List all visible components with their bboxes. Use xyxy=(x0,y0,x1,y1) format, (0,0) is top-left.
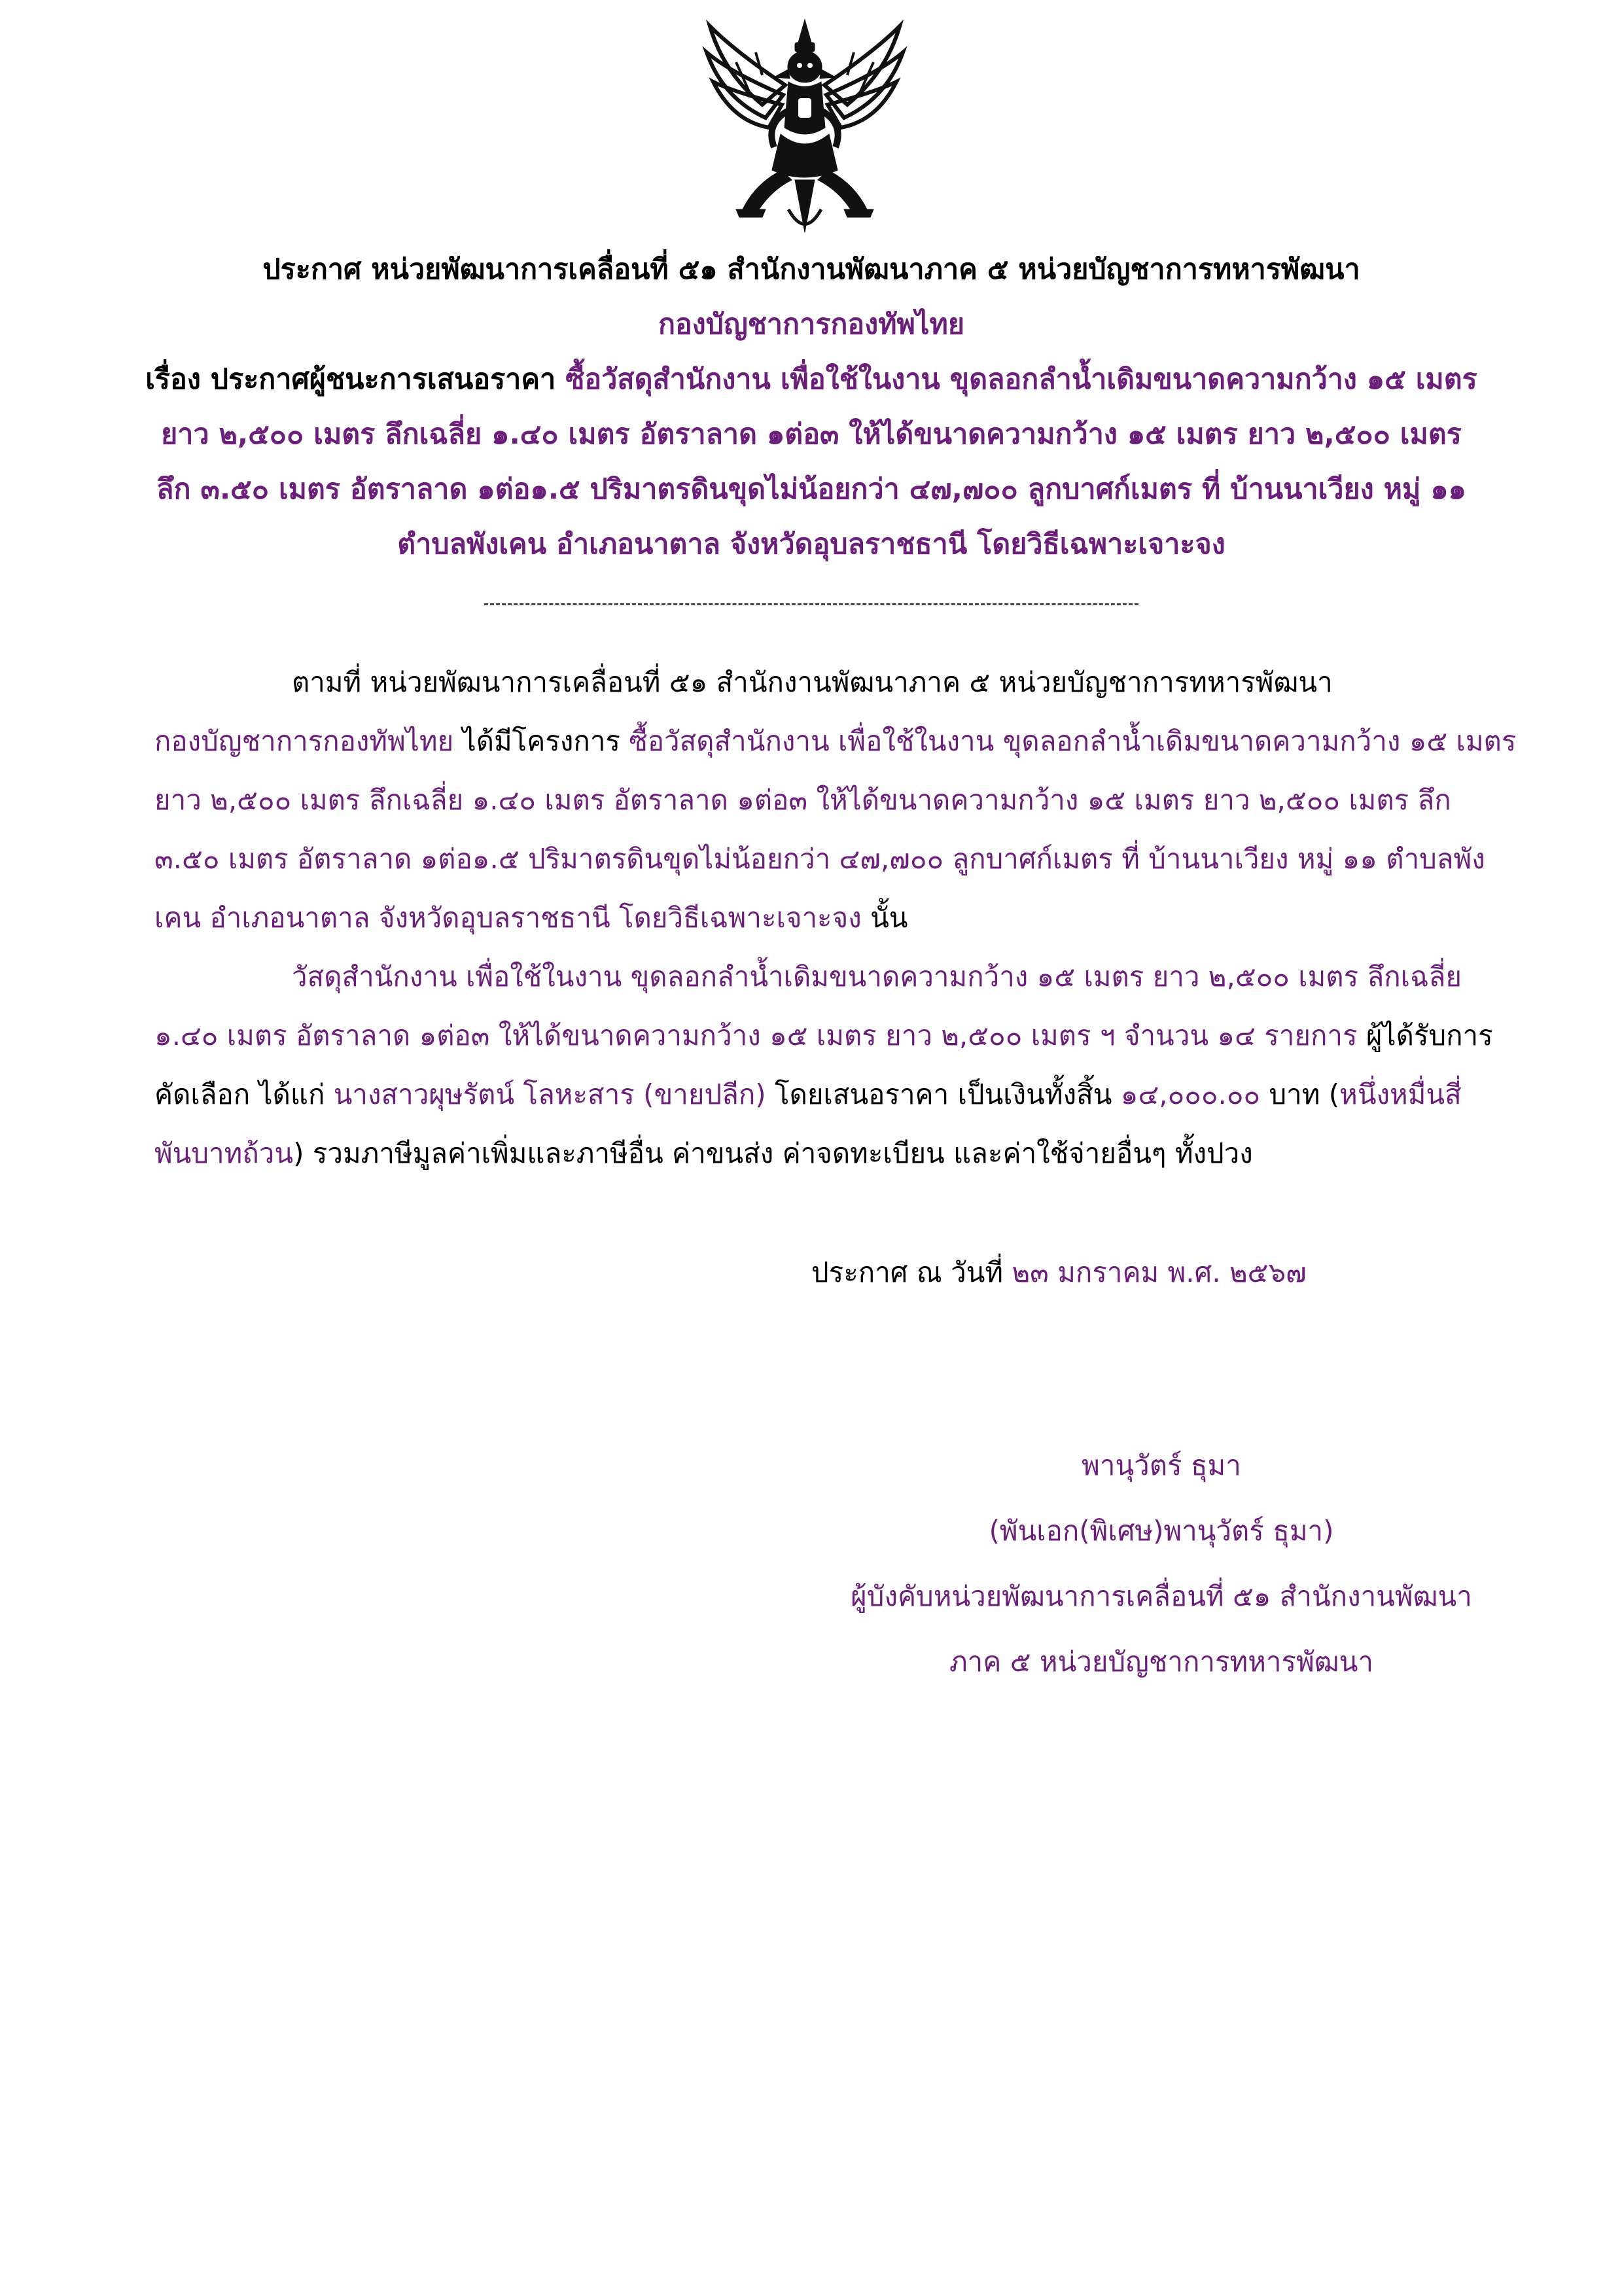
winner-name: นางสาวผุษรัตน์ โลหะสาร (ขายปลีก) xyxy=(333,1078,766,1110)
dashed-divider xyxy=(484,603,1138,605)
item-details: ๑.๔๐ เมตร อัตราลาด ๑ต่อ๓ ให้ได้ขนาดความกว้าง ๑๕ เมตร ยาว ๒,๕๐๐ เมตร ฯ จำนวน ๑๔ รายการ xyxy=(154,1019,1358,1051)
signatory-position-line-1: ผู้บังคับหน่วยพัฒนาการเคลื่อนที่ ๕๑ สำนักงานพัฒนา xyxy=(851,1580,1472,1612)
paragraph-1-line-1: ตามที่ หน่วยพัฒนาการเคลื่อนที่ ๕๑ สำนักงานพัฒนาภาค ๕ หน่วยบัญชาการทหารพัฒนา xyxy=(292,666,1333,698)
paragraph-2-line-3 xyxy=(154,1065,1476,1124)
price-words-part-2: พันบาทถ้วน xyxy=(154,1137,294,1169)
paragraph-1-line-4: ๓.๕๐ เมตร อัตราลาด ๑ต่อ๑.๕ ปริมาตรดินขุดไม่น้อยกว่า ๔๗,๗๐๐ ลูกบาศก์เมตร ที่ บ้านนาเวียง หมู่ ๑๑ ตำบลพัง xyxy=(154,843,1485,875)
subject-prefix: เรื่อง ประกาศผู้ชนะการเสนอราคา xyxy=(145,363,566,396)
paragraph-2-line-1: วัสดุสำนักงาน เพื่อใช้ในงาน ขุดลอกลำน้ำเดิมขนาดความกว้าง ๑๕ เมตร ยาว ๒,๕๐๐ เมตร ลึกเฉลี่ย xyxy=(292,961,1462,993)
price-amount: ๑๔,๐๐๐.๐๐ xyxy=(1120,1078,1261,1110)
project-intro: ได้มีโครงการ xyxy=(453,725,629,757)
price-label: โดยเสนอราคา เป็นเงินทั้งสิ้น xyxy=(766,1078,1121,1110)
project-name: ซื้อวัสดุสำนักงาน เพื่อใช้ในงาน ขุดลอกลำน้ำเดิมขนาดความกว้าง ๑๕ เมตร xyxy=(629,725,1517,757)
agency-name: กองบัญชาการกองทัพไทย xyxy=(154,725,454,757)
announcement-date xyxy=(811,1243,1307,1302)
heading-line-1: ประกาศ หน่วยพัฒนาการเคลื่อนที่ ๕๑ สำนักงานพัฒนาภาค ๕ หน่วยบัญชาการทหารพัฒนา xyxy=(262,253,1360,286)
project-location: เคน อำเภอนาตาล จังหวัดอุบลราชธานี โดยวิธีเฉพาะเจาะจง xyxy=(154,902,862,934)
price-words-part-1: หนึ่งหมื่นสี่ xyxy=(1339,1078,1462,1110)
paragraph-2-line-4 xyxy=(154,1124,1476,1183)
announcement-body xyxy=(154,653,1517,1183)
paragraph-1-end: นั้น xyxy=(861,902,908,934)
paragraph-1-line-5 xyxy=(154,889,1476,947)
date-prefix: ประกาศ ณ วันที่ xyxy=(811,1256,1012,1288)
paragraph-1-line-2 xyxy=(154,712,1517,771)
announcement-heading xyxy=(144,242,1479,572)
garuda-emblem-icon xyxy=(697,13,913,242)
signature-block xyxy=(785,1433,1538,1695)
heading-line-4: ยาว ๒,๕๐๐ เมตร ลึกเฉลี่ย ๑.๔๐ เมตร อัตราลาด ๑ต่อ๓ ให้ได้ขนาดความกว้าง ๑๕ เมตร ยาว ๒,๕๐๐ เมตร xyxy=(161,418,1462,451)
date-value: ๒๓ มกราคม พ.ศ. ๒๕๖๗ xyxy=(1012,1256,1307,1288)
tax-note: ) รวมภาษีมูลค่าเพิ่มและภาษีอื่น ค่าขนส่ง ค่าจดทะเบียน และค่าใช้จ่ายอื่นๆ ทั้งปวง xyxy=(293,1137,1253,1169)
selected-label: ผู้ได้รับการ xyxy=(1357,1019,1493,1051)
paragraph-2-line-2 xyxy=(154,1006,1493,1065)
winner-label: คัดเลือก ได้แก่ xyxy=(154,1078,334,1110)
currency-label: บาท ( xyxy=(1260,1078,1340,1110)
signatory-position-line-2: ภาค ๕ หน่วยบัญชาการทหารพัฒนา xyxy=(949,1646,1373,1678)
subject-text: ซื้อวัสดุสำนักงาน เพื่อใช้ในงาน ขุดลอกลำน้ำเดิมขนาดความกว้าง ๑๕ เมตร xyxy=(565,363,1477,396)
paragraph-1-line-3: ยาว ๒,๕๐๐ เมตร ลึกเฉลี่ย ๑.๔๐ เมตร อัตราลาด ๑ต่อ๓ ให้ได้ขนาดความกว้าง ๑๕ เมตร ยาว ๒,๕๐๐ เมตร ลึก xyxy=(154,784,1451,816)
heading-line-5: ลึก ๓.๕๐ เมตร อัตราลาด ๑ต่อ๑.๕ ปริมาตรดินขุดไม่น้อยกว่า ๔๗,๗๐๐ ลูกบาศก์เมตร ที่ บ้านนาเวียง หมู่ ๑๑ xyxy=(156,473,1466,506)
heading-line-3 xyxy=(144,352,1479,407)
heading-line-6: ตำบลพังเคน อำเภอนาตาล จังหวัดอุบลราชธานี โดยวิธีเฉพาะเจาะจง xyxy=(397,528,1225,561)
signatory-full-name: (พันเอก(พิเศษ)พานุวัตร์ ธุมา) xyxy=(989,1515,1334,1547)
heading-line-2: กองบัญชาการกองทัพไทย xyxy=(658,308,965,341)
signed-name: พานุวัตร์ ธุมา xyxy=(1082,1449,1241,1481)
